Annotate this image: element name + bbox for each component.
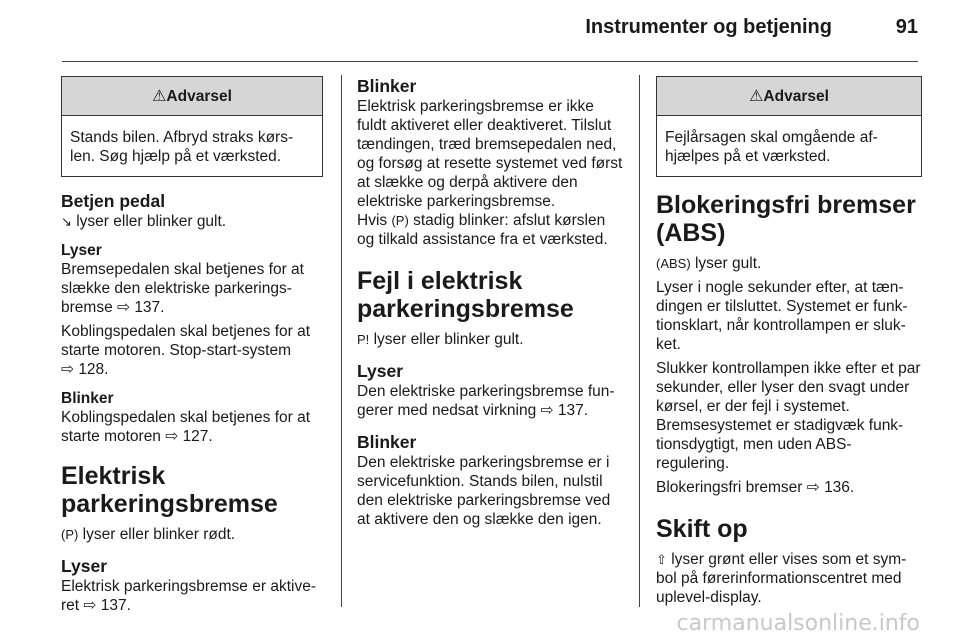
warning-text: Fejlårsagen skal omgående af-hjælpes på et værksted. [665, 129, 878, 165]
paragraph: P! lyser eller blinker gult. [357, 331, 524, 348]
paragraph: ↘ lyser eller blinker gult. [61, 213, 227, 230]
paragraph: Hvis (P) stadig blinker: afslut kørslen og tilkald assistance fra et værksted. [357, 212, 608, 248]
paragraph: Lyser i nogle sekunder efter, at tæn-dingen er tilsluttet. Systemet er funk-tionsklart, når kontrollampen er sluk-ket. [656, 279, 908, 353]
page-ref[interactable]: 137. [100, 597, 131, 614]
paragraph: (ABS) lyser gult. [656, 255, 762, 272]
subheading: Blinker [357, 76, 417, 96]
parking-brake-icon: (P) [391, 213, 409, 228]
section-heading: Skift op [656, 515, 748, 543]
paragraph: Slukker kontrollampen ikke efter et par sekunder, eller lyser den svagt under kørsel, er der fejl i systemet. Bremsesystemet er stadigvæk funk-tionsdygtigt, men uden ABS-regulering. [656, 360, 921, 472]
paragraph: ⇧ lyser grønt eller vises som et sym-bol på førerinformationscentret med uplevel-display. [656, 551, 907, 606]
subheading: Blinker [61, 390, 114, 407]
column-divider-1 [341, 75, 342, 607]
column-1 [61, 76, 323, 620]
abs-icon: (ABS) [656, 256, 691, 271]
warning-title: Advarsel [763, 88, 829, 105]
paragraph: Bremsepedalen skal betjenes for at slække den elektriske parkerings-bremse ⇨ 137. [61, 261, 304, 316]
page-ref[interactable]: 136. [824, 479, 855, 496]
paragraph: Den elektriske parkeringsbremse er i servicefunktion. Stands bilen, nulstil den elektriske parkeringsbremse ved at aktivere den og slække den igen. [357, 454, 611, 528]
section-heading: Fejl i elektrisk parkeringsbremse [357, 267, 574, 323]
warning-header [657, 77, 921, 116]
section-heading: Elektrisk parkeringsbremse [61, 462, 278, 518]
warning-box [656, 76, 922, 177]
paragraph: Den elektriske parkeringsbremse fun-gerer med nedsat virkning ⇨ 137. [357, 383, 615, 419]
header-rule [62, 61, 918, 62]
section-heading: Blokeringsfri bremser (ABS) [656, 191, 916, 247]
column-divider-2 [639, 75, 640, 607]
shift-up-icon: ⇧ [656, 552, 667, 567]
warning-box [61, 76, 323, 177]
paragraph: Elektrisk parkeringsbremse er ikke fuldt aktiveret eller deaktiveret. Tilslut tændingen, træd bremsepedalen ned, og forsøg at resette systemet ved først at slække og derpå aktivere den elektriske parkeringsbremse. [357, 98, 623, 210]
paragraph: (P) lyser eller blinker rødt. [61, 526, 236, 543]
page-ref[interactable]: 127. [182, 428, 213, 445]
page-ref-icon: ⇨ [83, 597, 97, 614]
page-ref-icon: ⇨ [540, 402, 554, 419]
subheading: Lyser [61, 556, 108, 576]
warning-triangle-icon: ⚠ [749, 88, 764, 105]
subheading: Lyser [61, 242, 102, 259]
page-ref-icon: ⇨ [117, 299, 130, 316]
pedal-icon: ↘ [61, 214, 72, 229]
page-ref[interactable]: 128. [78, 361, 109, 378]
page-ref-icon: ⇨ [61, 361, 74, 378]
page-ref-icon: ⇨ [165, 428, 179, 445]
watermark: carmanualsonline.info [676, 611, 920, 636]
subheading: Lyser [357, 361, 404, 381]
warning-triangle-icon: ⚠ [152, 88, 167, 105]
warning-title: Advarsel [166, 88, 232, 105]
warning-text: Stands bilen. Afbryd straks kørs-len. Søg hjælp på et værksted. [70, 129, 294, 165]
paragraph: Koblingspedalen skal betjenes for at starte motoren ⇨ 127. [61, 409, 311, 445]
section-heading: Betjen pedal [61, 191, 166, 211]
column-2 [357, 76, 623, 534]
paragraph: Elektrisk parkeringsbremse er aktive-ret ⇨ 137. [61, 578, 316, 614]
subheading: Blinker [357, 432, 417, 452]
parking-brake-fault-icon: P! [357, 332, 370, 347]
page-ref-icon: ⇨ [806, 479, 820, 496]
page-ref[interactable]: 137. [557, 402, 589, 419]
page-number: 91 [895, 16, 918, 38]
warning-header [62, 77, 322, 116]
paragraph: Blokeringsfri bremser ⇨ 136. [656, 479, 855, 496]
column-3 [656, 76, 922, 612]
parking-brake-icon: (P) [61, 527, 79, 542]
paragraph: Koblingspedalen skal betjenes for at starte motoren. Stop-start-system ⇨ 128. [61, 323, 311, 378]
running-header-title: Instrumenter og betjening [585, 16, 832, 38]
page-ref[interactable]: 137. [134, 299, 165, 316]
